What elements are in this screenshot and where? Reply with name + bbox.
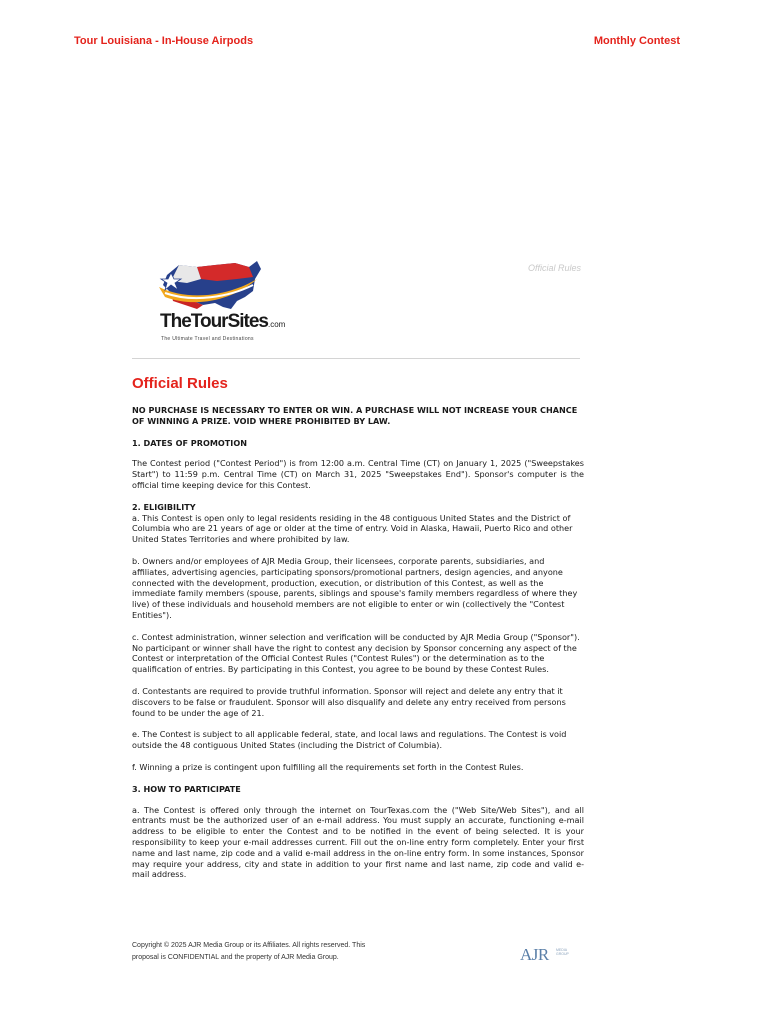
section-2-b: b. Owners and/or employees of AJR Media Group, their licensees, corporate parents, subsidiaries, and affiliates, advertising agencies, participating sponsors/promotional partners, design agencies, and anyone connected with the development, production, execution, or distribution of this Contest, as well as the immediate family members (spouse, parents, siblings and spouse's family members regardless of where they live) of these individuals and household members are not eligible to enter or win (collectively the "Contest Entities"). [132,555,578,620]
section-2-d: d. Contestants are required to provide truthful information. Sponsor will reject and delete any entry that it discovers to be false or fraudulent. Sponsor will also disqualify and delete any entry received from persons found to be under the age of 21. [132,685,566,718]
doc-title: Official Rules [132,375,228,392]
section-3-heading: 3. HOW TO PARTICIPATE [132,783,241,794]
section-2-a: a. This Contest is open only to legal residents residing in the 48 contiguous United States and the District of Columbia who are 21 years of age or older at the time of entry. Void in Alaska, Hawaii, Puerto Rico and other United States Territories and where prohibited by law. [132,512,573,545]
footer-copyright: Copyright © 2025 AJR Media Group or its Affiliates. All rights reserved. This proposal is CONFIDENTIAL and the property of AJR Media Group. [132,942,366,961]
ajr-logo [520,943,576,967]
section-2-heading: 2. ELIGIBILITY [132,501,196,512]
ajr-logo-subtext: MEDIA GROUP [556,948,569,956]
section-2-e: e. The Contest is subject to all applicable federal, state, and local laws and regulations. The Contest is void outside the 48 contiguous United States (including the District of Columbia). [132,729,567,751]
document-body [132,376,584,891]
header-title-right: Monthly Contest [593,35,680,47]
logo-name: TheTourSites [160,311,268,332]
section-1-heading: 1. DATES OF PROMOTION [132,437,247,448]
header-title-left: Tour Louisiana - In-House Airpods [74,35,254,47]
side-label: Official Rules [528,263,582,273]
ajr-logo-text: AJR [520,945,549,964]
intro-disclaimer: NO PURCHASE IS NECESSARY TO ENTER OR WIN. A PURCHASE WILL NOT INCREASE YOUR CHANCE OF WINNING A PRIZE. VOID WHERE PROHIBITED BY LAW. [132,405,578,426]
section-2-f: f. Winning a prize is contingent upon fulfilling all the requirements set forth in the Contest Rules. [132,761,524,772]
section-1-text: The Contest period ("Contest Period") is from 12:00 a.m. Central Time (CT) on January 1, 2025 ("Sweepstakes Start") to 11:59 p.m. Central Time (CT) on March 31, 2025 "Sweepstakes End"). Sponsor's computer is the official time keeping device for this Contest. [132,458,584,490]
logo-suffix: .com [268,320,286,329]
divider [132,358,580,359]
logo-tagline: The Ultimate Travel and Destinations [161,336,254,342]
section-3-a: a. The Contest is offered only through the internet on TourTexas.com the ("Web Site/Web Sites"), and all entrants must be the authorized user of an e-mail address. You must supply an accurate, functioning e-mail address to be eligible to enter the Contest and to be notified in the event of being selected. It is your responsibility to keep your e-mail addresses current. Fill out the on-line entry form completely. Enter your first name and last name, zip code and a valid e-mail address in the on-line entry form. In some instances, Sponsor may require your address, city and state in addition to your first name and last name, zip code and valid e-mail address. [132,804,584,880]
section-2-c: c. Contest administration, winner selection and verification will be conducted by AJR Media Group ("Sponsor"). No participant or winner shall have the right to contest any decision by Sponsor concerning any aspect of the Contest or interpretation of the Official Contest Rules ("Contest Rules") or the determination as to the qualification of entries. By participating in this Contest, you agree to be bound by these Contest Rules. [132,631,580,675]
logo-wordmark [160,311,285,333]
